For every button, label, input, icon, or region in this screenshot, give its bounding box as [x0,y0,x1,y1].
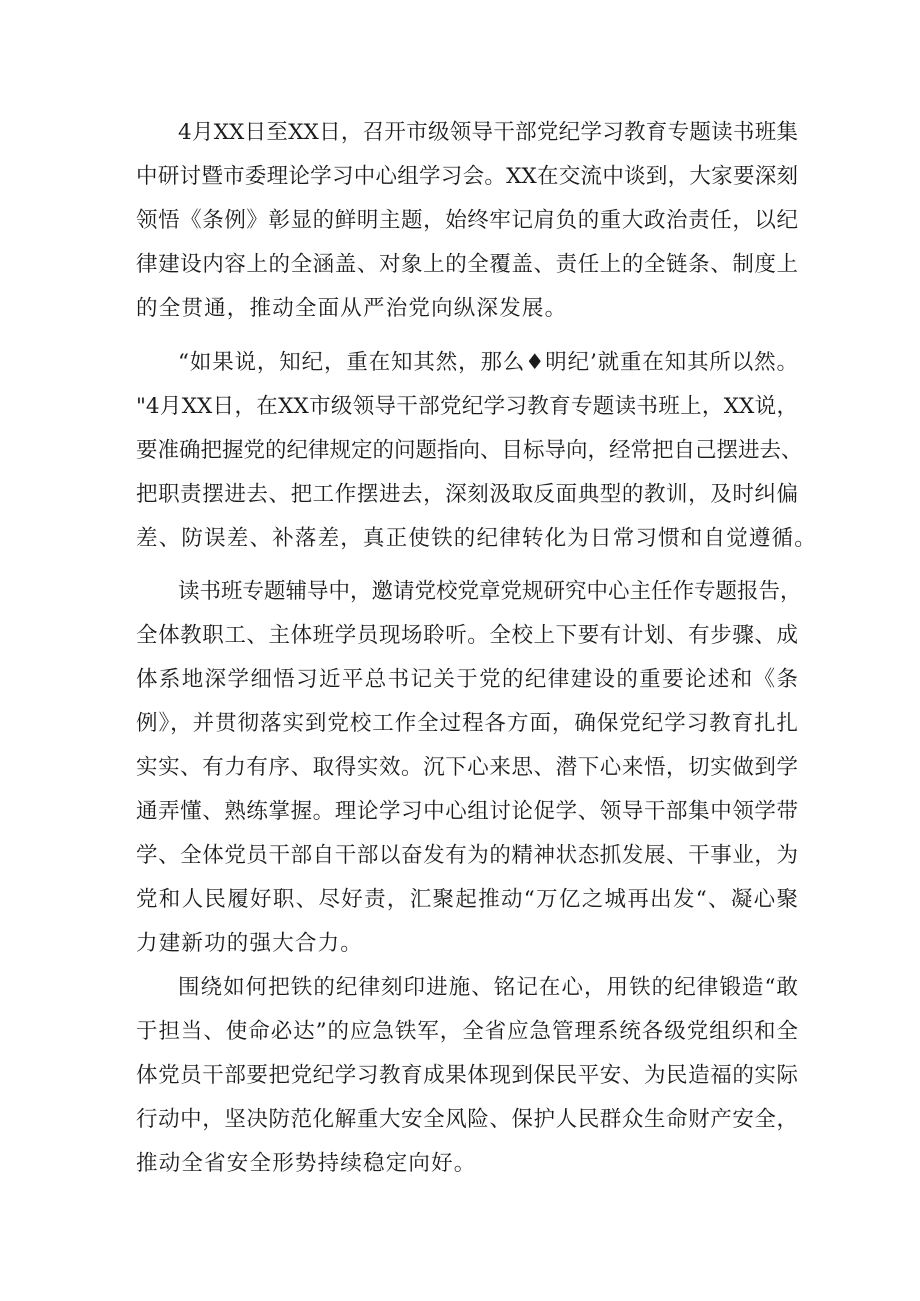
paragraph-line: 党和人民履好职、尽好责，汇聚起推动“万亿之城再出发“、凝心聚 [136,887,798,912]
paragraph-line: 把职责摆进去、把工作摆进去，深刻汲取反面典型的教训，及时纠偏 [136,482,798,507]
paragraph-line: 例》，并贯彻落实到党校工作全过程各方面，确保党纪学习教育扎扎 [136,711,798,736]
paragraph-line: 全体教职工、主体班学员现场聆听。全校上下要有计划、有步骤、成 [136,623,798,648]
paragraph-line: 体党员干部要把党纪学习教育成果体现到保民平安、为民造福的实际 [136,1063,798,1088]
paragraph-line: “如果说，知纪，重在知其然，那么♦明纪’就重在知其所以然。 [178,350,798,375]
paragraph-line: 实实、有力有序、取得实效。沉下心来思、潜下心来悟，切实做到学 [136,755,798,780]
paragraph-2 [136,341,818,561]
paragraph-line: 领悟《条例》彰显的鲜明主题，始终牢记肩负的重大政治责任，以纪 [136,208,798,233]
paragraph-line: 于担当、使命必达”的应急铁军，全省应急管理系统各级党组织和全 [136,1019,798,1044]
paragraph-3 [136,570,802,966]
paragraph-line: 律建设内容上的全涵盖、对象上的全覆盖、责任上的全链条、制度上 [136,252,798,277]
paragraph-line: 要准确把握党的纪律规定的问题指向、目标导向，经常把自己摆进去、 [136,438,803,463]
paragraph-4 [136,966,798,1186]
paragraph-line: 围绕如何把铁的纪律刻印进施、铭记在心，用铁的纪律锻造“敢 [178,975,798,1000]
paragraph-line: 读书班专题辅导中，邀请党校党章党规研究中心主任作专题报告， [178,579,802,604]
paragraph-1 [136,111,798,331]
paragraph-line: "4月XX日，在XX市级领导干部党纪学习教育专题读书班上，XX说， [136,394,798,419]
paragraph-line: 力建新功的强大合力。 [136,931,364,956]
paragraph-line: 推动全省安全形势持续稳定向好。 [136,1151,477,1176]
paragraph-line: 体系地深学细悟习近平总书记关于党的纪律建设的重要论述和《条 [136,667,798,692]
paragraph-line: 4月XX日至XX日，召开市级领导干部党纪学习教育专题读书班集 [178,120,798,145]
paragraph-line: 学、全体党员干部自干部以奋发有为的精神状态抓发展、干事业，为 [136,843,798,868]
paragraph-line: 通弄懂、熟练掌握。理论学习中心组讨论促学、领导干部集中领学带 [136,799,798,824]
paragraph-line: 中研讨暨市委理论学习中心组学习会。XX在交流中谈到，大家要深刻 [136,164,798,189]
paragraph-line: 差、防误差、补落差，真正使铁的纪律转化为日常习惯和自觉遵循。 [136,526,818,551]
paragraph-line: 行动中，坚决防范化解重大安全风险、保护人民群众生命财产安全， [136,1107,798,1132]
paragraph-line: 的全贯通，推动全面从严治党向纵深发展。 [136,296,568,321]
